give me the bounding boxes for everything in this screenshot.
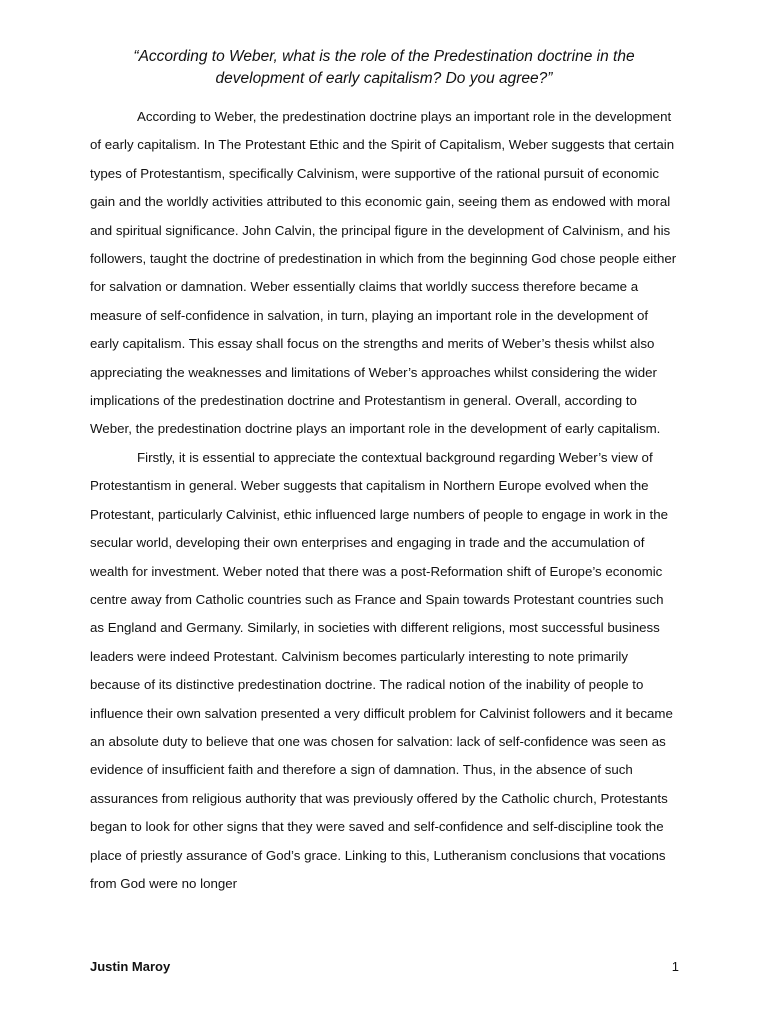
footer-author: Justin Maroy <box>90 959 171 974</box>
body-paragraph-1: According to Weber, the predestination doctrine plays an important role in the development of early capitalism. In The Protestant Ethic and the Spirit of Capitalism, Weber suggests that certain types of Protestantism, specifically Calvinism, were supportive of the rational pursuit of economic gain and the worldly activities attributed to this economic gain, seeing them as endowed with moral and spiritual significance. John Calvin, the principal figure in the development of Calvinism, and his followers, taught the doctrine of predestination in which from the beginning God chose people either for salvation or damnation. Weber essentially claims that worldly success therefore became a measure of self-confidence in salvation, in turn, playing an important role in the development of early capitalism. This essay shall focus on the strengths and merits of Weber’s thesis whilst also appreciating the weaknesses and limitations of Weber’s approaches whilst considering the wider implications of the predestination doctrine and Protestantism in general. Overall, according to Weber, the predestination doctrine plays an important role in the development of early capitalism. <box>90 109 677 437</box>
page-number: 1 <box>671 959 679 974</box>
body-paragraph-2: Firstly, it is essential to appreciate the contextual background regarding Weber’s view of Protestantism in general. Weber suggests that capitalism in Northern Europe evolved when the Protestant, particularly Calvinist, ethic influenced large numbers of people to engage in work in the secular world, developing their own enterprises and engaging in trade and the accumulation of wealth for investment. Weber noted that there was a post-Reformation shift of Europe’s economic centre away from Catholic countries such as France and Spain towards Protestant countries such as England and Germany. Similarly, in societies with different religions, most successful business leaders were indeed Protestant. Calvinism becomes particularly interesting to note primarily because of its distinctive predestination doctrine. The radical notion of the inability of people to influence their own salvation presented a very difficult problem for Calvinist followers and it became an absolute duty to believe that one was chosen for salvation: lack of self-confidence was seen as evidence of insufficient faith and therefore a sign of damnation. Thus, in the absence of such assurances from religious authority that was previously offered by the Catholic church, Protestants began to look for other signs that they were saved and self-confidence and self-discipline took the place of priestly assurance of God’s grace. Linking to this, Lutheranism conclusions that vocations from God were no longer <box>90 449 673 891</box>
essay-title: “According to Weber, what is the role of the Predestination doctrine in the development of early capitalism? Do you agree?” <box>133 48 635 87</box>
essay-body <box>90 103 678 898</box>
